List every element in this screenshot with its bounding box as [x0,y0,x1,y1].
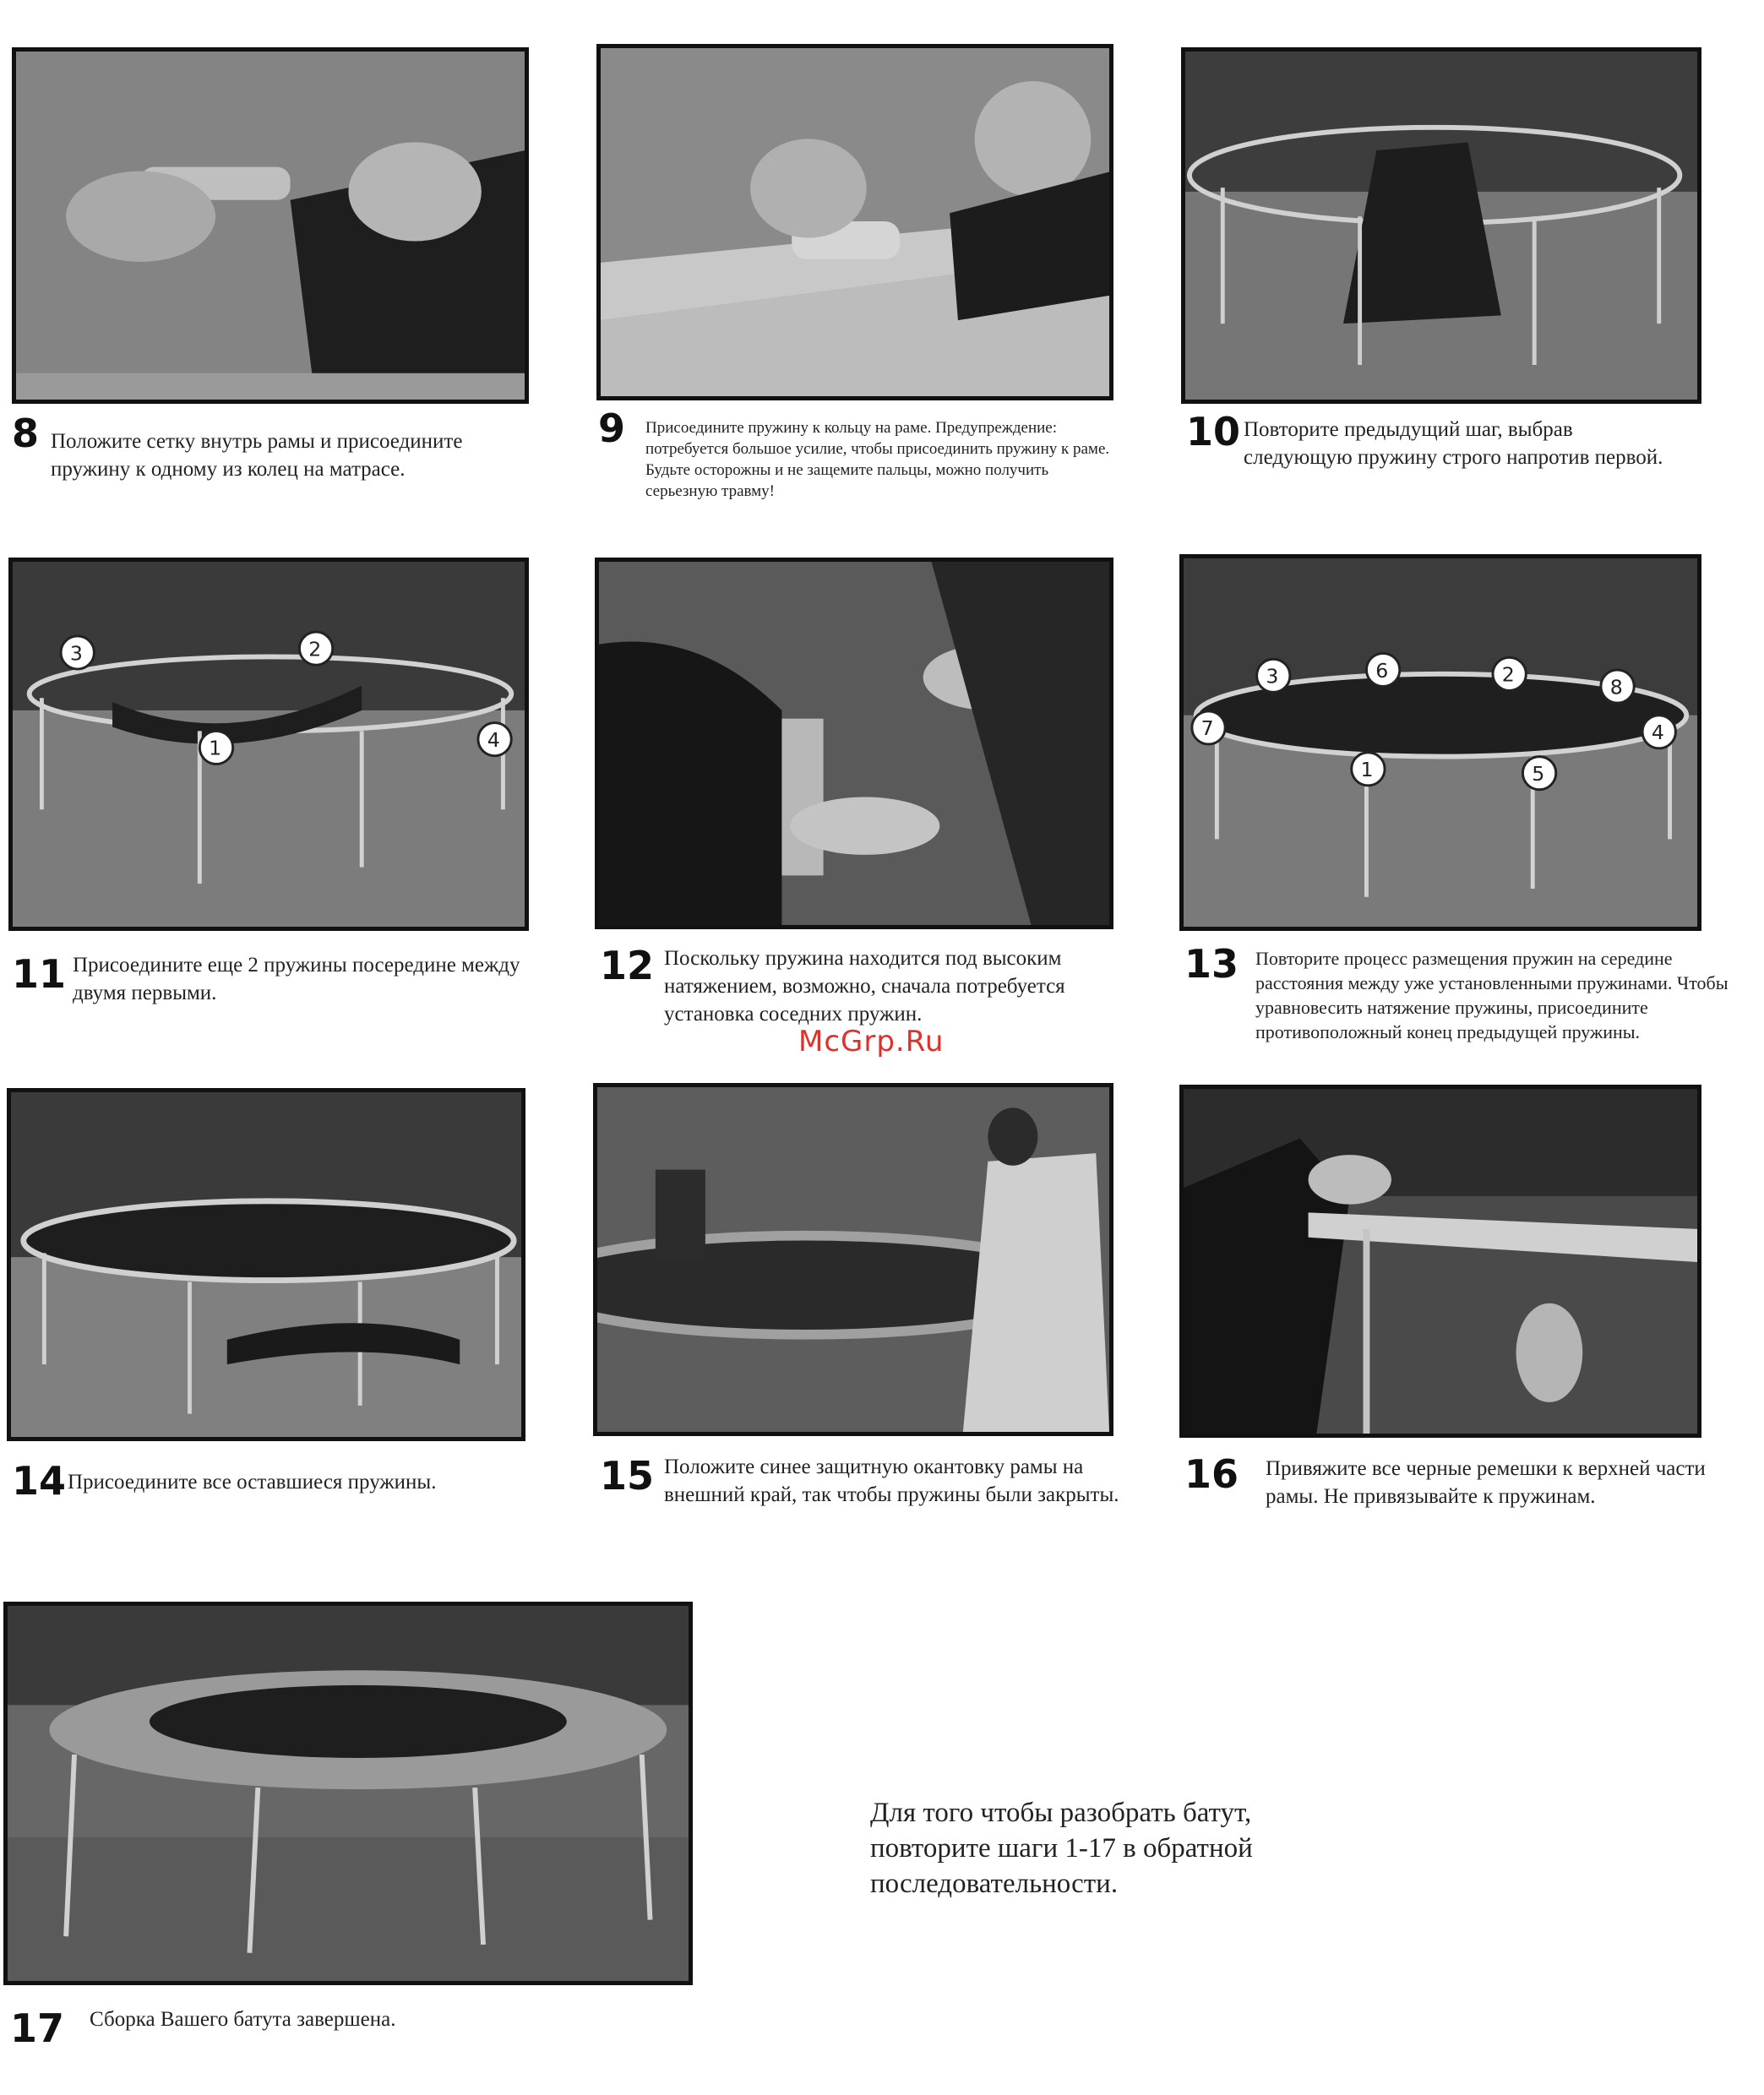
svg-text:3: 3 [69,641,83,666]
photo-step-8 [12,47,529,404]
photo-step-10 [1181,47,1701,404]
step-15-caption: Положите синее защитную окантовку рамы на внешний край, так чтобы пружины были закрыты. [664,1456,1119,1506]
photo-step-13 [1179,554,1701,931]
photo-step-15 [593,1083,1113,1436]
svg-text:5: 5 [1532,762,1545,786]
marker-13-6 [1366,653,1399,686]
marker-13-1 [1352,753,1385,786]
marker-11-1 [199,731,232,764]
marker-11-2 [299,632,332,665]
marker-13-3 [1257,659,1290,692]
step-9-caption: Присоедините пружину к кольцу на раме. Предупреждение: потребуется большое усилие, чтобы присоединить пружину к раме. Будьте осторожны и не защемите пальцы, можно получить серьезную травму! [645,419,1110,500]
svg-text:7: 7 [1200,716,1214,741]
step-8-caption: Положите сетку внутрь рамы и присоедините пружину к одному из колец на матрасе. [51,430,463,481]
svg-text:1: 1 [1360,758,1374,782]
marker-13-7 [1192,711,1225,744]
marker-13-2 [1493,657,1526,690]
step-14-caption: Присоедините все оставшиеся пружины. [68,1471,437,1494]
disassembly-note: Для того чтобы разобрать батут, повторите шаги 1-17 в обратной последовательности. [870,1798,1253,1899]
svg-text:6: 6 [1375,658,1389,683]
step-11-number: 11 [12,951,67,997]
svg-text:2: 2 [1501,662,1515,687]
svg-text:8: 8 [1609,675,1623,699]
photo-step-16 [1179,1085,1701,1438]
step-8-number: 8 [12,411,40,456]
watermark: McGrp.Ru [798,1025,945,1058]
photo-step-17 [3,1602,693,1985]
photo-step-12 [595,558,1113,929]
step-16-number: 16 [1184,1451,1239,1497]
marker-11-4 [478,723,511,756]
step-14-number: 14 [12,1458,67,1504]
step-16-caption: Привяжите все черные ремешки к верхней части рамы. Не привязывайте к пружинам. [1266,1457,1706,1508]
step-11-caption: Присоедините еще 2 пружины посередине между двумя первыми. [73,954,520,1004]
photo-step-14 [7,1088,525,1441]
svg-text:2: 2 [308,637,322,661]
step-17-number: 17 [10,2005,65,2051]
svg-text:4: 4 [1651,721,1664,745]
photo-step-9 [596,44,1113,400]
photo-step-11 [8,558,529,931]
marker-11-3 [61,636,94,669]
step-12-number: 12 [600,943,655,988]
step-13-number: 13 [1184,941,1239,987]
step-10-number: 10 [1186,409,1241,454]
step-9-number: 9 [598,405,626,451]
svg-text:1: 1 [209,736,222,760]
svg-text:4: 4 [487,728,500,752]
marker-13-8 [1601,670,1634,703]
step-12-caption: Поскольку пружина находится под высоким натяжением, возможно, сначала потребуется установка соседних пружин. [664,947,1065,1026]
marker-13-5 [1522,757,1555,790]
step-17-caption: Сборка Вашего батута завершена. [90,2008,396,2031]
step-10-caption: Повторите предыдущий шаг, выбрав следующую пружину строго напротив первой. [1244,418,1663,469]
step-15-number: 15 [600,1453,655,1499]
marker-13-4 [1642,716,1675,748]
svg-text:3: 3 [1266,664,1279,688]
step-13-caption: Повторите процесс размещения пружин на середине расстояния между уже установленными пружинами. Чтобы уравновесить натяжение пружины, присоедините противоположный конец предыдущей пружины. [1255,948,1729,1042]
